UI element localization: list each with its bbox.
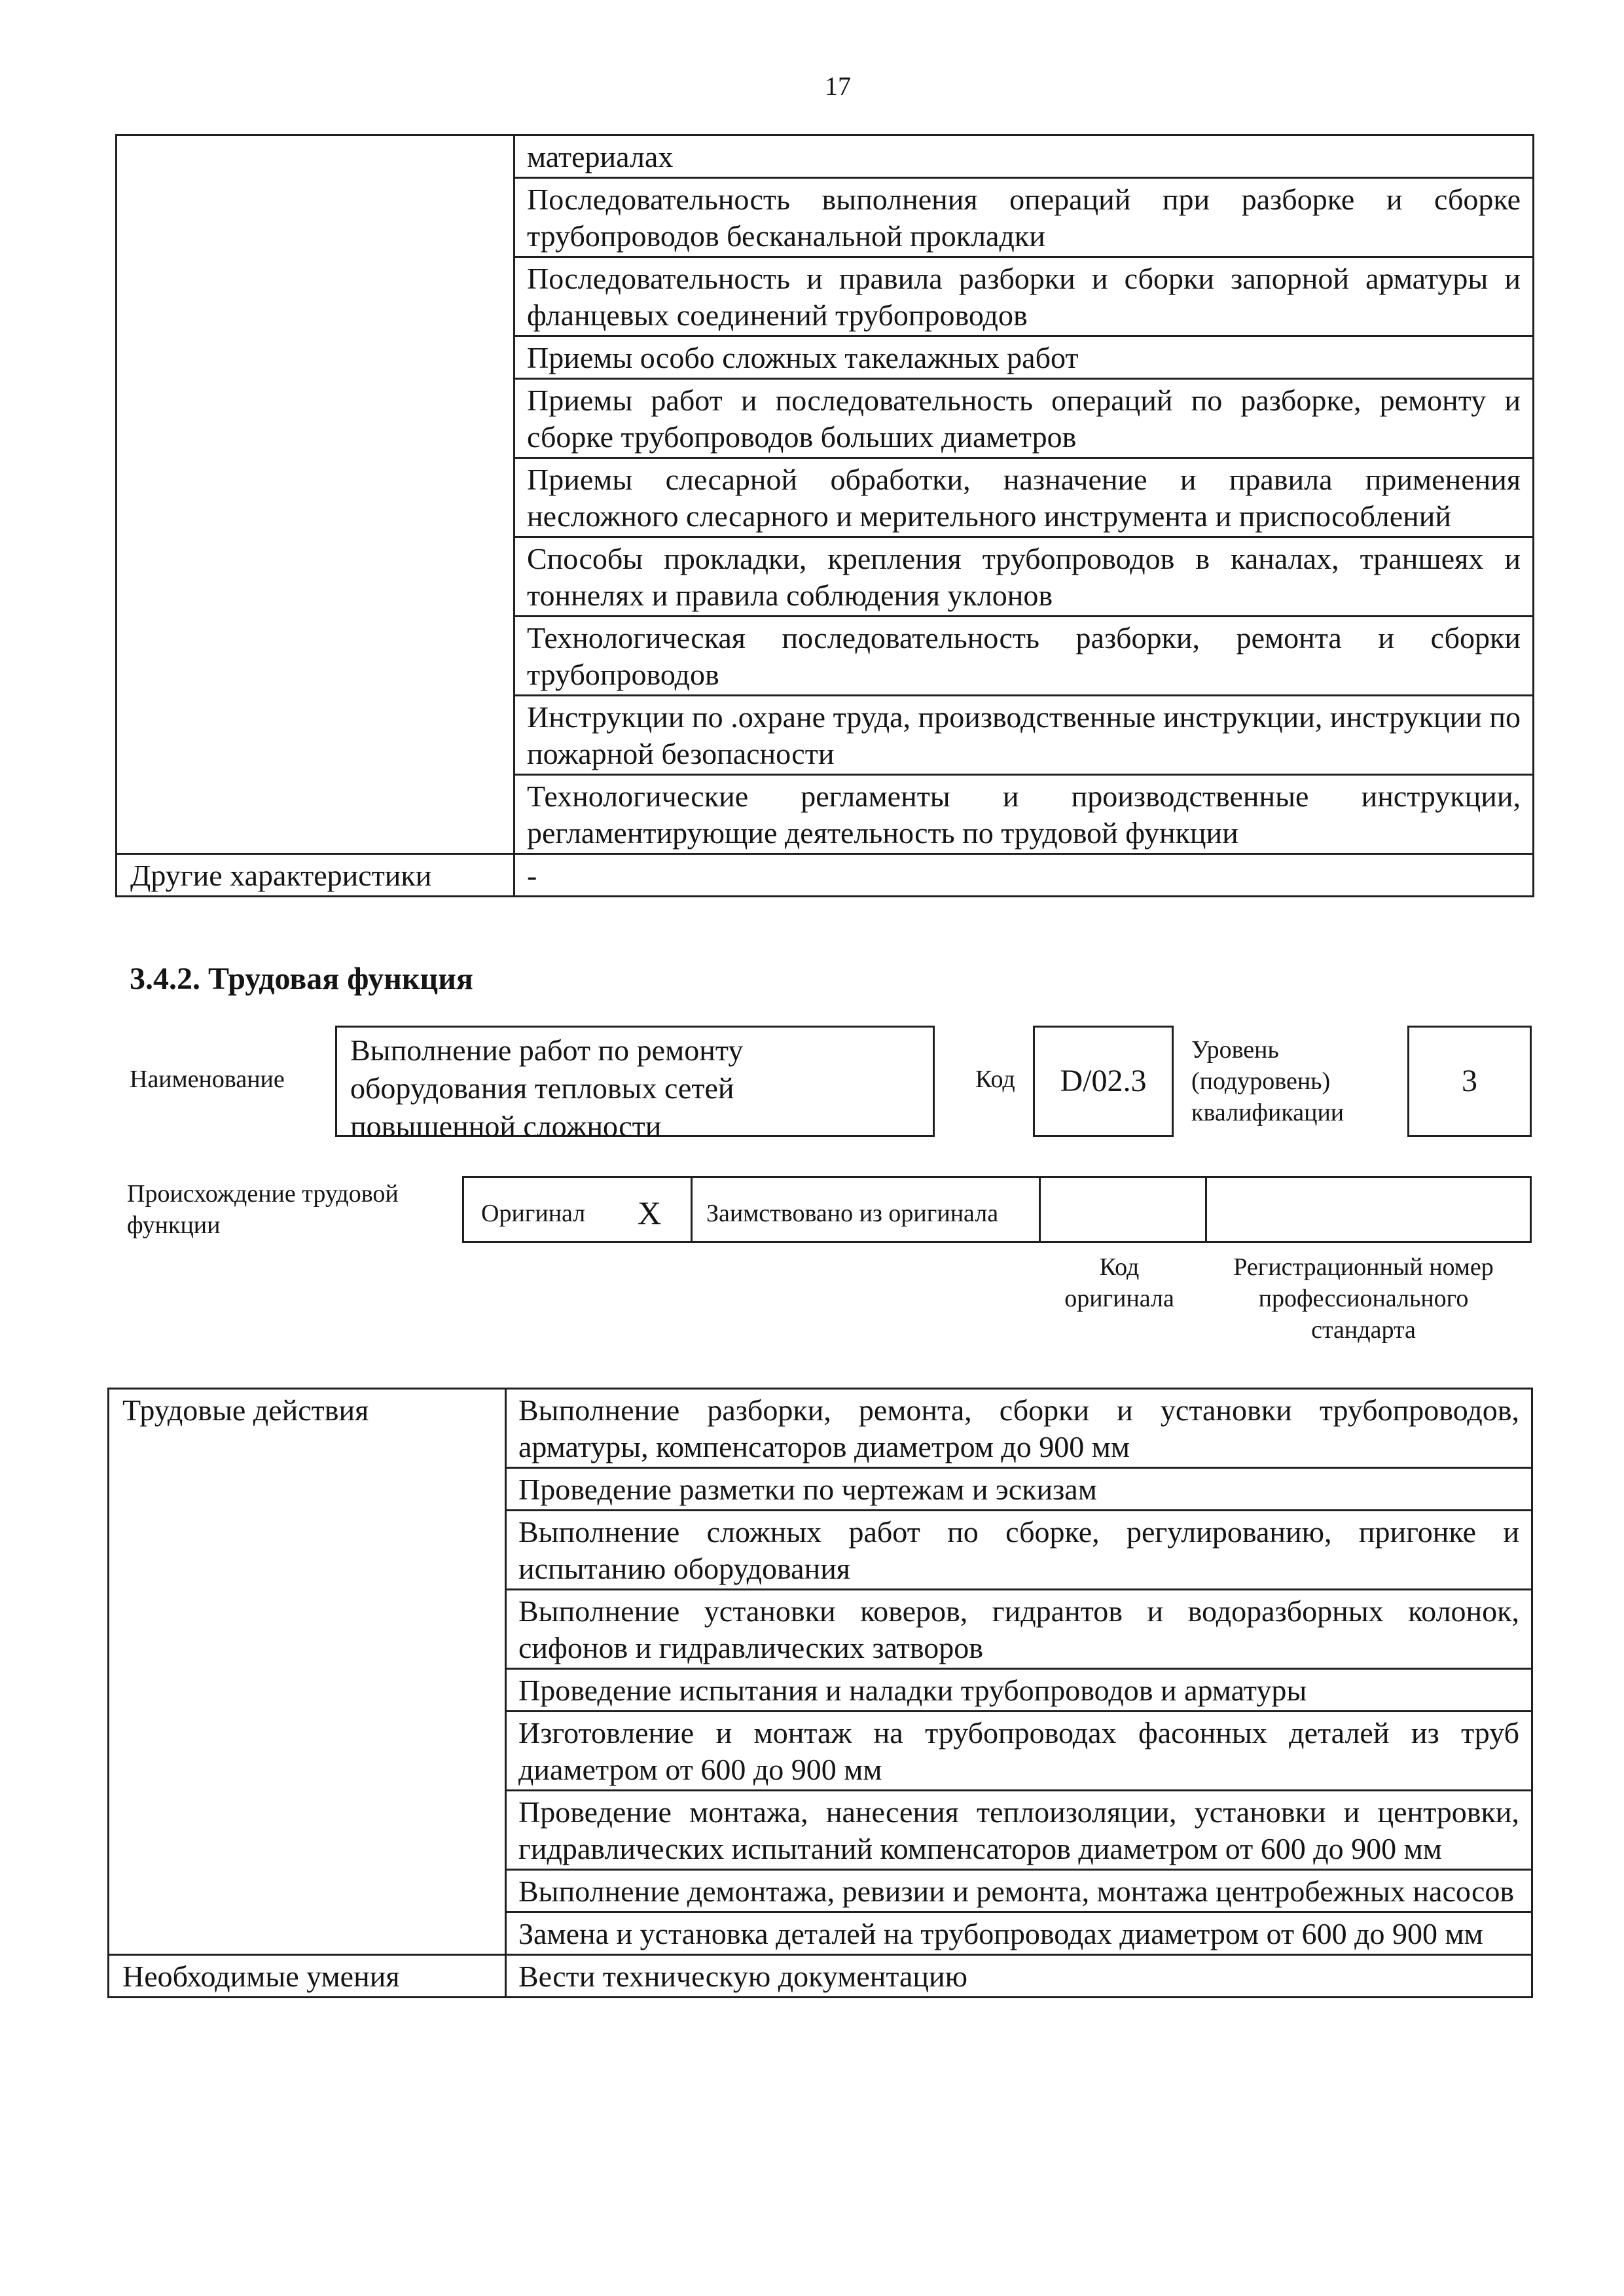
reg-number-line: стандарта <box>1311 1316 1416 1344</box>
table-cell: Выполнение демонтажа, ревизии и ремонта, монтажа центробежных насосов <box>506 1870 1532 1912</box>
level-label-line: Уровень <box>1191 1036 1279 1064</box>
page-number: 17 <box>825 71 851 101</box>
table-cell: Выполнение разборки, ремонта, сборки и установки трубопроводов, арматуры, компенсаторов диаметром до 900 мм <box>506 1389 1532 1468</box>
table-cell: Проведение разметки по чертежам и эскизам <box>506 1468 1532 1511</box>
borrowed-label: Заимствовано из оригинала <box>706 1200 999 1227</box>
origin-label <box>127 1178 399 1241</box>
section-heading: 3.4.2. Трудовая функция <box>130 961 473 996</box>
code-original-line: Код <box>1099 1253 1140 1281</box>
table-row <box>109 1389 1532 1468</box>
labor-actions-table <box>107 1388 1533 1998</box>
table-row <box>117 135 1534 178</box>
code-label: Код <box>975 1066 1015 1093</box>
table-cell: Выполнение установки коверов, гидрантов и водоразборных колонок, сифонов и гидравлических затворов <box>506 1590 1532 1669</box>
table-label-cell-empty <box>117 135 514 854</box>
cell-divider <box>691 1178 693 1241</box>
table-cell: Вести техническую документацию <box>506 1955 1532 1998</box>
table-cell: Технологические регламенты и производственные инструкции, регламентирующие деятельность по трудовой функции <box>514 775 1534 854</box>
table-cell: Последовательность выполнения операций при разборке и сборке трубопроводов бесканальной прокладки <box>514 178 1534 257</box>
table-cell: Способы прокладки, крепления трубопроводов в каналах, траншеях и тоннелях и правила соблюдения уклонов <box>514 537 1534 617</box>
table-cell: Выполнение сложных работ по сборке, регулированию, пригонке и испытанию оборудования <box>506 1511 1532 1590</box>
table-cell: Технологическая последовательность разборки, ремонта и сборки трубопроводов <box>514 617 1534 696</box>
reg-number-line: Регистрационный номер <box>1233 1253 1494 1281</box>
other-characteristics-value: - <box>514 854 1534 897</box>
original-mark: X <box>638 1194 662 1231</box>
other-characteristics-label: Другие характеристики <box>117 854 514 897</box>
original-label: Оригинал <box>481 1200 586 1227</box>
table-cell: Проведение испытания и наладки трубопроводов и арматуры <box>506 1669 1532 1712</box>
required-skills-label: Необходимые умения <box>109 1955 506 1998</box>
table-cell: Приемы особо сложных такелажных работ <box>514 336 1534 379</box>
cell-divider <box>1039 1178 1041 1241</box>
code-original-label <box>1041 1251 1198 1314</box>
table-cell: Приемы слесарной обработки, назначение и правила применения несложного слесарного и мерительного инструмента и приспособлений <box>514 458 1534 537</box>
table-cell: Проведение монтажа, нанесения теплоизоляции, установки и центровки, гидравлических испытаний компенсаторов диаметром от 600 до 900 мм <box>506 1791 1532 1870</box>
origin-label-line: функции <box>127 1211 221 1239</box>
table-cell: материалах <box>514 135 1534 178</box>
level-label-line: квалификации <box>1191 1099 1344 1126</box>
cell-divider <box>1205 1178 1207 1241</box>
level-label-line: (подуровень) <box>1191 1067 1331 1095</box>
reg-number-line: профессионального <box>1258 1285 1469 1312</box>
table-cell: Изготовление и монтаж на трубопроводах фасонных деталей из труб диаметром от 600 до 900 мм <box>506 1712 1532 1791</box>
origin-table <box>462 1176 1532 1243</box>
table-cell: Замена и установка деталей на трубопроводах диаметром от 600 до 900 мм <box>506 1912 1532 1955</box>
function-name-line: Выполнение работ по ремонту <box>350 1033 744 1067</box>
qualification-level-label <box>1191 1034 1344 1128</box>
registration-number-label <box>1210 1251 1517 1346</box>
qualification-level-value: 3 <box>1462 1064 1477 1098</box>
table-cell: Последовательность и правила разборки и сборки запорной арматуры и фланцевых соединений трубопроводов <box>514 257 1534 336</box>
function-name-value <box>350 1031 743 1145</box>
origin-label-line: Происхождение трудовой <box>127 1180 399 1208</box>
code-original-line: оригинала <box>1064 1285 1174 1312</box>
table-row <box>117 854 1534 897</box>
table-cell: Приемы работ и последовательность операций по разборке, ремонту и сборке трубопроводов больших диаметров <box>514 379 1534 458</box>
qualification-level-box <box>1407 1026 1532 1137</box>
function-name-box <box>335 1026 935 1143</box>
name-label: Наименование <box>130 1066 285 1093</box>
function-name-line: оборудования тепловых сетей <box>350 1071 734 1105</box>
labor-actions-label: Трудовые действия <box>109 1389 506 1955</box>
function-name-line: повышенной сложности <box>350 1109 662 1143</box>
code-value: D/02.3 <box>1060 1064 1147 1098</box>
table-cell: Инструкции по .охране труда, производственные инструкции, инструкции по пожарной безопасности <box>514 696 1534 775</box>
knowledge-table <box>115 134 1534 897</box>
table-row <box>109 1955 1532 1998</box>
code-box <box>1033 1026 1174 1137</box>
